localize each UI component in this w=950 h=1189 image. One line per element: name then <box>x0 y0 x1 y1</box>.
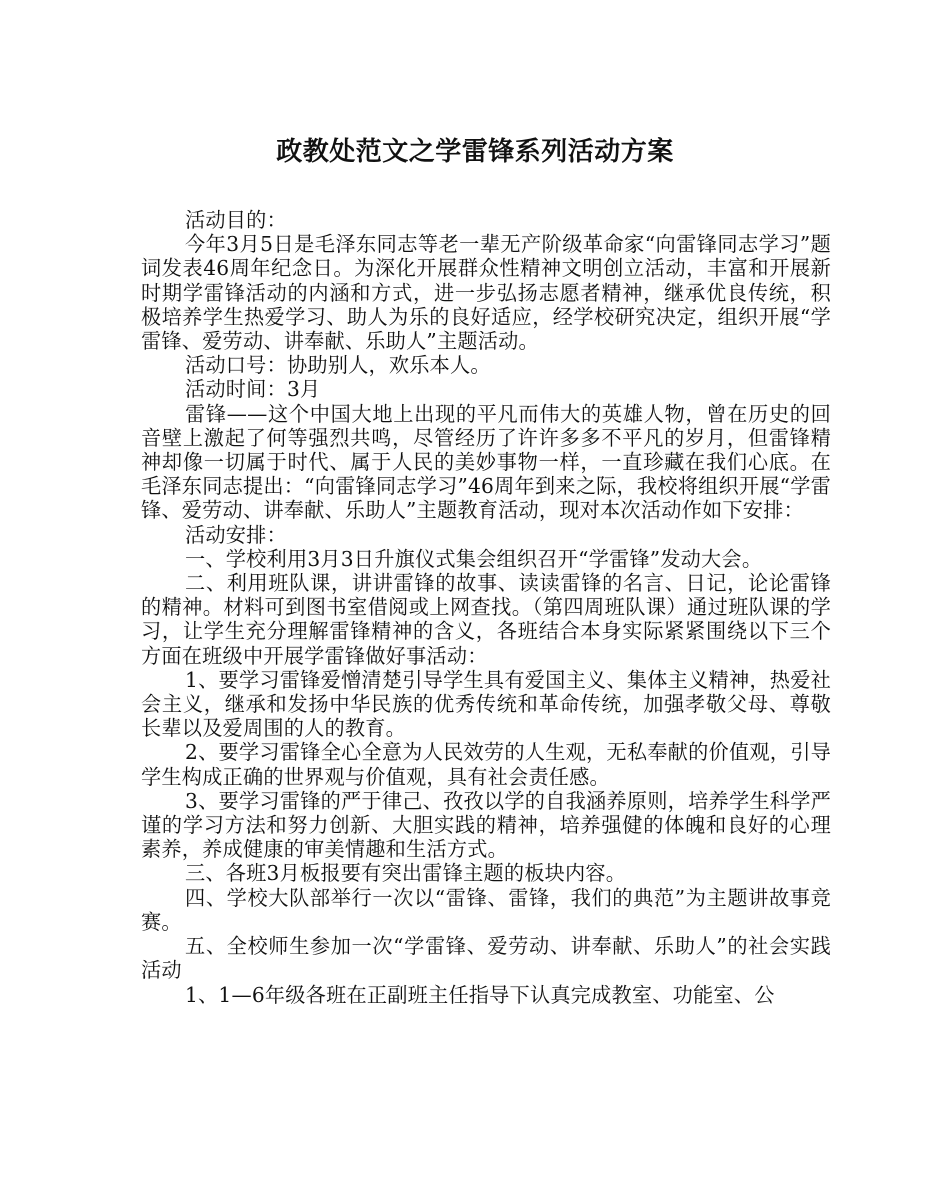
paragraph-subitem-1: 1、要学习雷锋爱憎清楚引导学生具有爱国主义、集体主义精神，热爱社会主义，继承和发扬中华民族的优秀传统和革命传统，加强孝敬父母、尊敬长辈以及爱周围的人的教育。 <box>141 667 831 741</box>
paragraph-item-3: 三、各班3月板报要有突出雷锋主题的板块内容。 <box>185 861 627 886</box>
paragraph-purpose-heading: 活动目的： <box>185 208 287 232</box>
paragraph-arrangement-heading: 活动安排： <box>185 522 287 547</box>
document-title: 政教处范文之学雷锋系列活动方案 <box>276 137 674 167</box>
paragraph-item-5: 五、全校师生参加一次“学雷锋、爱劳动、讲奉献、乐助人”的社会实践活动 <box>141 934 831 983</box>
paragraph-purpose: 今年3月5日是毛泽东同志等老一辈无产阶级革命家“向雷锋同志学习”题词发表46周年纪念日。为深化开展群众性精神文明创立活动，丰富和开展新时期学雷锋活动的内涵和方式，进一步弘扬志愿者精神，继承优良传统，积极培养学生热爱学习、助人为乐的良好适应，经学校研究决定，组织开展“学雷锋、爱劳动、讲奉献、乐助人”主题活动。 <box>141 232 831 354</box>
paragraph-introduction: 雷锋——这个中国大地上出现的平凡而伟大的英雄人物，曾在历史的回音壁上激起了何等强烈共鸣，尽管经历了许许多多不平凡的岁月，但雷锋精神却像一切属于时代、属于人民的美妙事物一样，一直珍藏在我们心底。在毛泽东同志提出：“向雷锋同志学习”46周年到来之际，我校将组织开展“学雷锋、爱劳动、讲奉献、乐助人”主题教育活动，现对本次活动作如下安排： <box>141 401 831 523</box>
paragraph-slogan: 活动口号：协助别人，欢乐本人。 <box>185 353 491 378</box>
document-body <box>141 208 831 1007</box>
paragraph-item-5-sub-1: 1、1—6年级各班在正副班主任指导下认真完成教室、功能室、公 <box>185 982 775 1007</box>
paragraph-time: 活动时间：3月 <box>185 377 321 402</box>
paragraph-item-4: 四、学校大队部举行一次以“雷锋、雷锋，我们的典范”为主题讲故事竞赛。 <box>141 885 831 934</box>
paragraph-item-1: 一、学校利用3月3日升旗仪式集会组织召开“学雷锋”发动大会。 <box>185 546 763 571</box>
paragraph-item-2: 二、利用班队课，讲讲雷锋的故事、读读雷锋的名言、日记，论论雷锋的精神。材料可到图书室借阅或上网查找。（第四周班队课）通过班队课的学习，让学生充分理解雷锋精神的含义，各班结合本身实际紧紧围绕以下三个方面在班级中开展学雷锋做好事活动： <box>141 571 831 668</box>
paragraph-subitem-3: 3、要学习雷锋的严于律己、孜孜以学的自我涵养原则，培养学生科学严谨的学习方法和努力创新、大胆实践的精神，培养强健的体魄和良好的心理素养，养成健康的审美情趣和生活方式。 <box>141 788 831 862</box>
paragraph-subitem-2: 2、要学习雷锋全心全意为人民效劳的人生观，无私奉献的价值观，引导学生构成正确的世界观与价值观，具有社会责任感。 <box>141 740 831 789</box>
